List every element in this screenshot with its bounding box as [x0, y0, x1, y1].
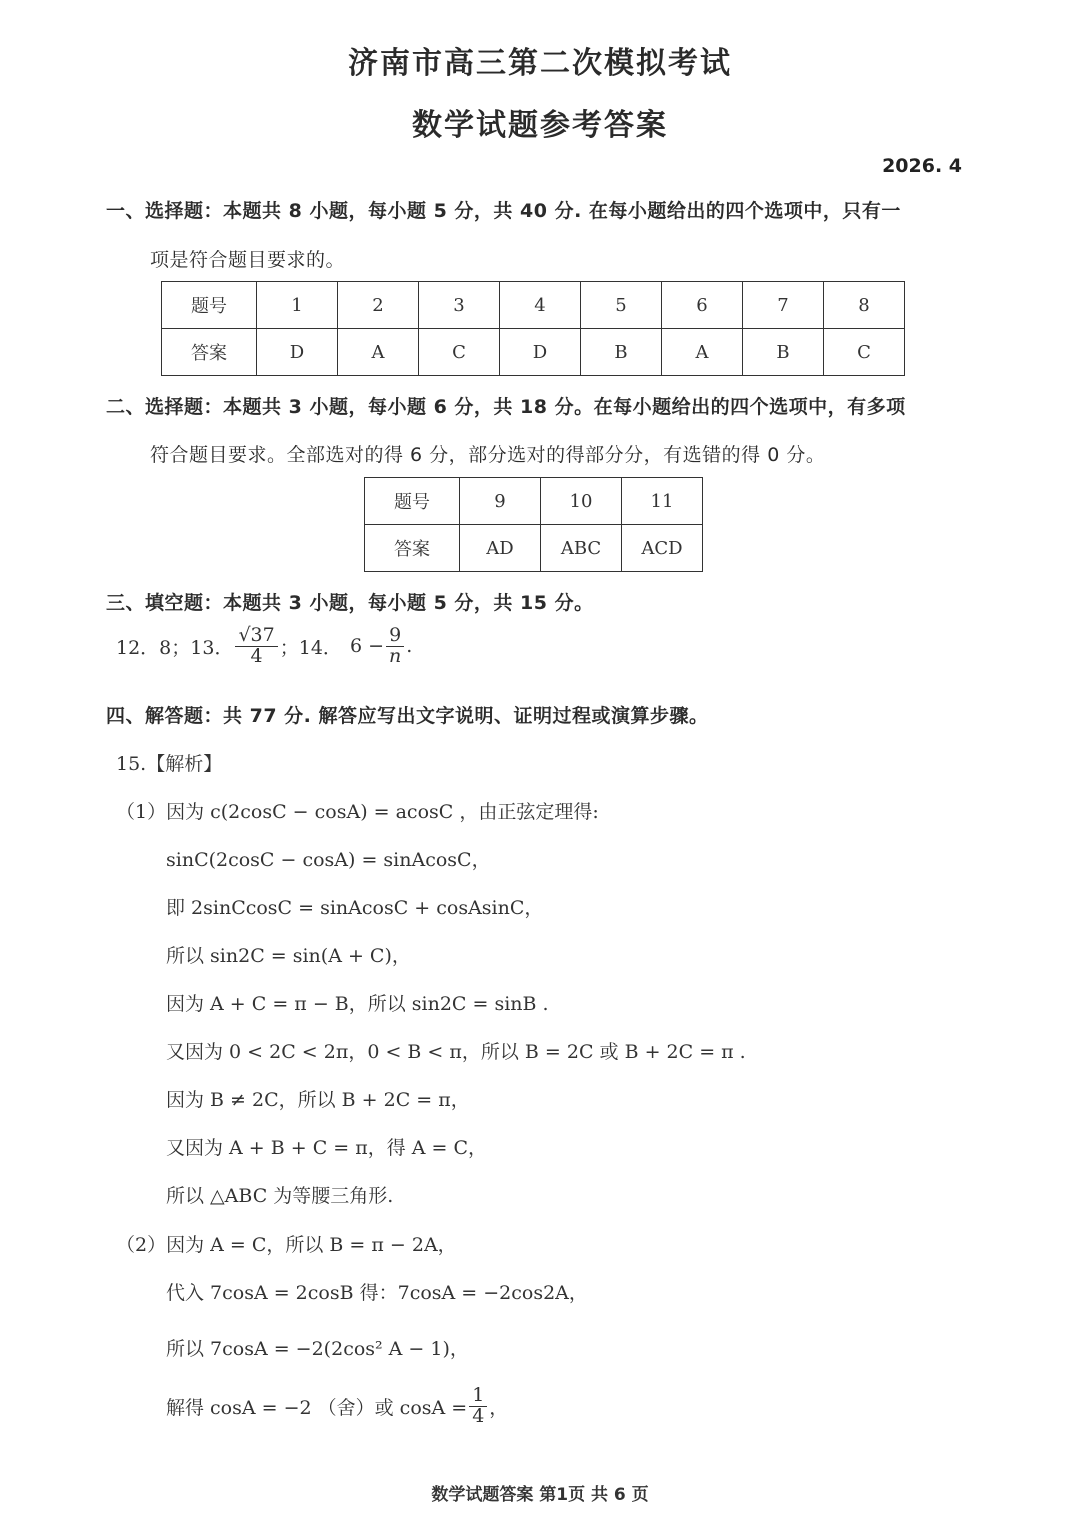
final-numerator: 1 — [469, 1386, 487, 1407]
solution-line: 即 2sinCcosC = sinAcosC + cosAsinC， — [166, 897, 544, 919]
section1-heading: 一、选择题：本题共 8 小题，每小题 5 分，共 40 分. 在每小题给出的四个选项中，只有一 — [106, 200, 901, 222]
table-row — [162, 282, 905, 329]
cell-number: 7 — [743, 282, 824, 329]
solution-final-line — [166, 1386, 508, 1427]
page-title: 济南市高三第二次模拟考试 — [348, 46, 732, 81]
fill-blank-answers — [116, 626, 412, 667]
cell-number: 1 — [257, 282, 338, 329]
solution-line: 所以 sin2C = sin(A + C)， — [166, 945, 411, 967]
cell-answer: C — [419, 329, 500, 376]
row-label-number: 题号 — [365, 478, 460, 525]
cell-answer: A — [662, 329, 743, 376]
section1-heading-cont: 项是符合题目要求的。 — [150, 249, 346, 271]
q13-denominator: 4 — [250, 644, 263, 667]
q12-answer: 12．8；13． — [116, 636, 234, 659]
cell-number: 4 — [500, 282, 581, 329]
cell-number: 11 — [622, 478, 703, 525]
cell-answer: B — [743, 329, 824, 376]
q14-prefix: 6 − — [349, 635, 384, 658]
solution-line: （1）因为 c(2cosC − cosA) = acosC ，由正弦定理得: — [116, 801, 599, 823]
row-label-number: 题号 — [162, 282, 257, 329]
final-denominator: 4 — [472, 1404, 485, 1427]
cell-answer: AD — [460, 525, 541, 572]
date: 2026. 4 — [882, 155, 962, 177]
solution-line: sinC(2cosC − cosA) = sinAcosC， — [166, 849, 491, 871]
solution-line: 代入 7cosA = 2cosB 得：7cosA = −2cos2A， — [166, 1282, 588, 1304]
table-row — [365, 478, 703, 525]
q13-numerator: √37 — [235, 626, 277, 647]
cell-answer: C — [824, 329, 905, 376]
section2-heading: 二、选择题：本题共 3 小题，每小题 6 分，共 18 分。在每小题给出的四个选项中，有多项 — [106, 396, 906, 418]
cell-number: 8 — [824, 282, 905, 329]
q14-fraction — [386, 626, 404, 667]
solution-line: 又因为 A + B + C = π，得 A = C， — [166, 1137, 488, 1159]
section2-heading-cont: 符合题目要求。全部选对的得 6 分，部分选对的得部分分，有选错的得 0 分。 — [150, 444, 826, 466]
row-label-answer: 答案 — [162, 329, 257, 376]
cell-number: 3 — [419, 282, 500, 329]
final-prefix: 解得 cosA = −2 （舍）或 cosA = — [166, 1396, 468, 1419]
cell-number: 2 — [338, 282, 419, 329]
solution-line: 又因为 0 < 2C < 2π，0 < B < π，所以 B = 2C 或 B + 2C = π . — [166, 1041, 746, 1063]
section3-heading: 三、填空题：本题共 3 小题，每小题 5 分，共 15 分。 — [106, 592, 594, 614]
q14-label: ；14． — [279, 636, 342, 659]
table-row — [162, 329, 905, 376]
cell-answer: B — [581, 329, 662, 376]
section1-table — [161, 281, 905, 376]
table-row — [365, 525, 703, 572]
solution-line: 所以 7cosA = −2(2cos² A − 1)， — [166, 1338, 469, 1360]
cell-answer: D — [500, 329, 581, 376]
solution-line: 因为 A + C = π − B，所以 sin2C = sinB . — [166, 993, 549, 1015]
cell-answer: ABC — [541, 525, 622, 572]
solution-line: 所以 △ABC 为等腰三角形. — [166, 1185, 394, 1207]
page-subtitle: 数学试题参考答案 — [412, 108, 668, 143]
q13-fraction — [235, 626, 277, 667]
section4-heading: 四、解答题：共 77 分. 解答应写出文字说明、证明过程或演算步骤。 — [106, 705, 709, 727]
q14-denominator: n — [389, 644, 402, 667]
final-end: ， — [489, 1396, 509, 1419]
final-fraction — [469, 1386, 487, 1427]
cell-answer: ACD — [622, 525, 703, 572]
solution-line: （2）因为 A = C，所以 B = π − 2A， — [116, 1234, 457, 1256]
q14-end: . — [406, 635, 413, 658]
cell-number: 9 — [460, 478, 541, 525]
row-label-answer: 答案 — [365, 525, 460, 572]
cell-number: 6 — [662, 282, 743, 329]
cell-number: 10 — [541, 478, 622, 525]
solution-line: 因为 B ≠ 2C，所以 B + 2C = π， — [166, 1089, 470, 1111]
q14-numerator: 9 — [386, 626, 404, 647]
page-footer: 数学试题答案 第1页 共 6 页 — [431, 1485, 649, 1505]
cell-answer: D — [257, 329, 338, 376]
section2-table — [364, 477, 703, 572]
q15-title: 15.【解析】 — [116, 753, 223, 775]
cell-number: 5 — [581, 282, 662, 329]
cell-answer: A — [338, 329, 419, 376]
